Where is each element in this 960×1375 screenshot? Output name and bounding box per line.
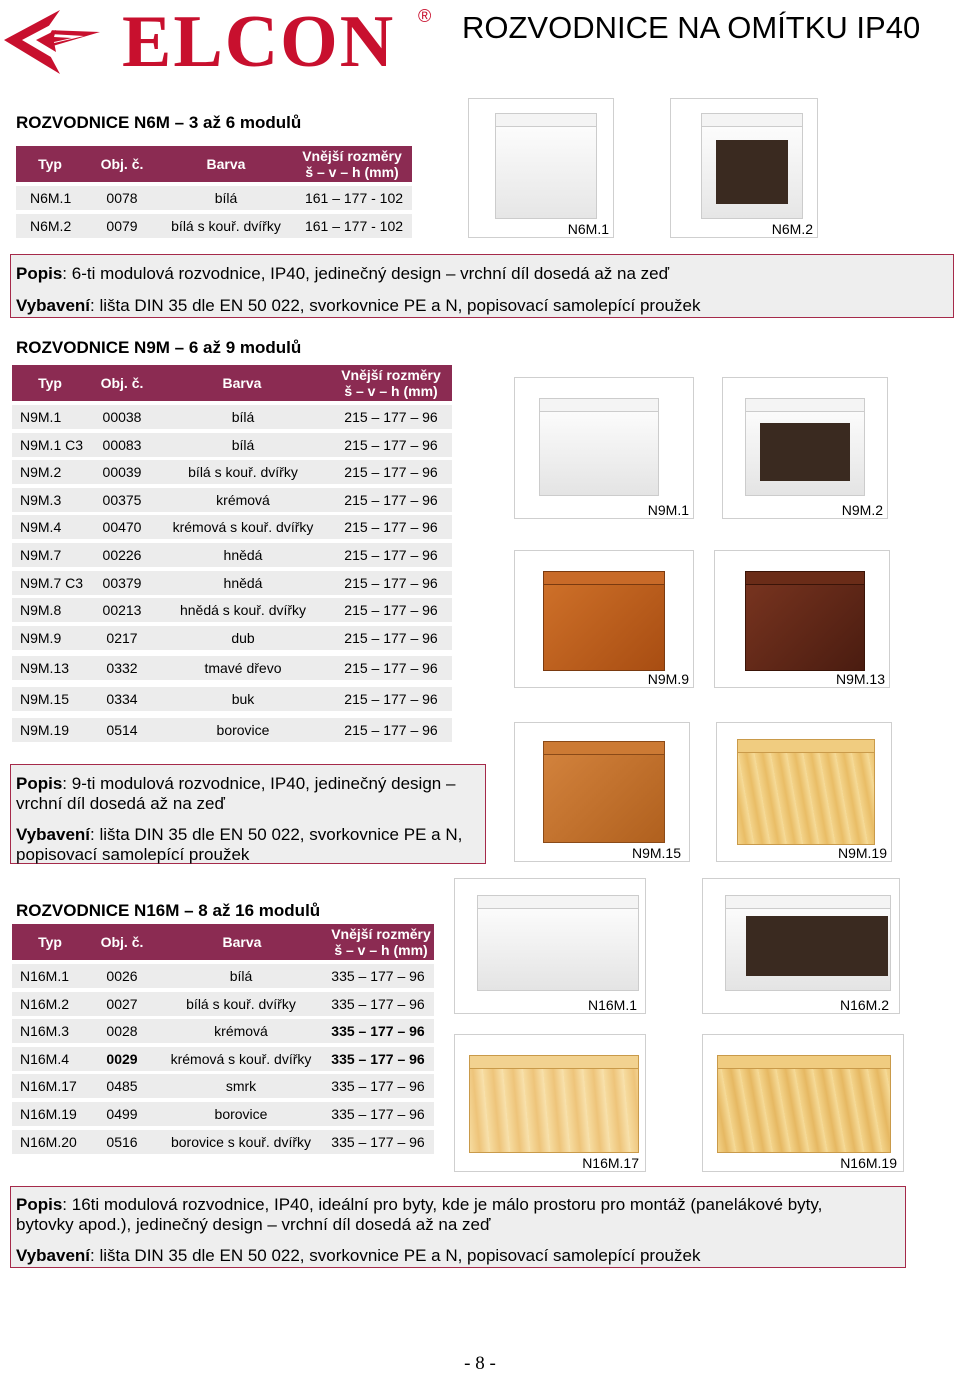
cell-typ: N6M.2 — [30, 218, 72, 234]
cell-obj: 00083 — [102, 437, 142, 453]
image-caption: N16M.17 — [582, 1155, 639, 1171]
table-row — [12, 460, 452, 484]
product-image-n16m-1 — [454, 878, 646, 1014]
table-row — [12, 515, 452, 539]
cell-barva: bílá s kouř. dvířky — [171, 218, 281, 234]
table-header — [12, 924, 434, 960]
table-row — [12, 718, 452, 742]
cell-barva: krémová s kouř. dvířky — [170, 1051, 312, 1067]
table-row — [16, 214, 412, 238]
product-image-n9m-13 — [714, 550, 890, 688]
col-rozmery-units: š – v – h (mm) — [334, 942, 428, 958]
table-header — [16, 146, 412, 182]
cell-barva: borovice — [216, 722, 270, 738]
image-caption: N16M.2 — [839, 997, 889, 1013]
cell-rozmery: 335 – 177 – 96 — [331, 1023, 425, 1039]
cell-obj: 0027 — [106, 996, 138, 1012]
cell-typ: N16M.19 — [20, 1106, 77, 1122]
cell-obj: 0026 — [106, 968, 138, 984]
cell-barva: borovice s kouř. dvířky — [170, 1134, 312, 1150]
enclosure-pine — [737, 739, 875, 845]
table-row — [12, 488, 452, 512]
table-row — [12, 433, 452, 457]
table-row — [12, 964, 434, 988]
image-caption: N6M.1 — [567, 221, 609, 237]
cell-barva: tmavé dřevo — [204, 660, 282, 676]
table-row — [12, 626, 452, 650]
smoked-door — [760, 423, 850, 481]
col-obj: Obj. č. — [100, 934, 144, 950]
table-row — [12, 1074, 434, 1098]
cell-obj: 0079 — [106, 218, 138, 234]
cell-rozmery: 335 – 177 – 96 — [331, 996, 425, 1012]
description-n6m — [10, 254, 954, 318]
col-obj: Obj. č. — [100, 375, 144, 391]
cell-rozmery: 215 – 177 – 96 — [344, 691, 438, 707]
col-rozmery: Vnější rozměry — [331, 926, 431, 942]
cell-rozmery: 335 – 177 – 96 — [331, 1078, 425, 1094]
enclosure-pine — [717, 1055, 891, 1153]
col-barva: Barva — [222, 934, 262, 950]
cell-typ: N9M.15 — [20, 691, 70, 707]
cell-obj: 00470 — [102, 519, 142, 535]
section-title-n16m: ROZVODNICE N16M – 8 až 16 modulů — [16, 901, 321, 920]
section-title-n6m: ROZVODNICE N6M – 3 až 6 modulů — [16, 113, 302, 132]
cell-typ: N9M.1 — [20, 409, 62, 425]
smoked-door — [716, 140, 788, 204]
description-n9m — [10, 764, 486, 864]
image-caption: N9M.2 — [841, 502, 883, 518]
elcon-emblem-icon — [0, 0, 120, 80]
product-image-n16m-17 — [454, 1034, 646, 1172]
popis-label: Popis — [16, 1195, 63, 1214]
cell-rozmery: 215 – 177 – 96 — [344, 547, 438, 563]
cell-typ: N9M.2 — [20, 464, 62, 480]
cell-typ: N9M.9 — [20, 630, 62, 646]
cell-typ: N9M.19 — [20, 722, 70, 738]
cell-typ: N9M.7 C3 — [20, 575, 84, 591]
table-row — [12, 992, 434, 1016]
cell-obj: 00226 — [102, 547, 142, 563]
image-caption: N9M.13 — [835, 671, 885, 687]
cell-typ: N9M.8 — [20, 602, 62, 618]
image-caption: N9M.9 — [647, 671, 689, 687]
cell-obj: 0078 — [106, 190, 138, 206]
popis-text: : 16ti modulová rozvodnice, IP40, ideální pro byty, kde je málo prostoru pro montáž (panelákové byty, — [62, 1195, 823, 1214]
cell-obj: 00038 — [102, 409, 142, 425]
cell-obj: 0499 — [106, 1106, 138, 1122]
cell-barva: krémová s kouř. dvířky — [172, 519, 314, 535]
table-row — [12, 405, 452, 429]
cell-barva: bílá — [231, 437, 255, 453]
image-caption: N9M.19 — [837, 845, 887, 861]
cell-rozmery: 215 – 177 – 96 — [344, 437, 438, 453]
cell-rozmery: 335 – 177 – 96 — [331, 1134, 425, 1150]
product-image-n9m-15 — [514, 722, 690, 862]
col-typ: Typ — [38, 375, 62, 391]
table-row — [12, 543, 452, 567]
image-caption: N9M.1 — [647, 502, 689, 518]
vybaveni-text: : lišta DIN 35 dle EN 50 022, svorkovnice PE a N, popisovací samolepící proužek — [90, 296, 701, 315]
cell-typ: N9M.7 — [20, 547, 62, 563]
product-image-n9m-2 — [722, 377, 888, 519]
section-title-n9m: ROZVODNICE N9M – 6 až 9 modulů — [16, 338, 302, 357]
vybaveni-label: Vybavení — [16, 825, 91, 844]
cell-barva: bílá — [229, 968, 253, 984]
col-obj: Obj. č. — [100, 156, 144, 172]
cell-barva: dub — [231, 630, 255, 646]
cell-typ: N6M.1 — [30, 190, 72, 206]
cell-typ: N9M.13 — [20, 660, 70, 676]
table-row — [12, 571, 452, 595]
cell-obj: 0028 — [106, 1023, 138, 1039]
vybaveni-text: popisovací samolepící proužek — [16, 845, 250, 864]
cell-barva: bílá — [231, 409, 255, 425]
image-caption: N16M.19 — [840, 1155, 897, 1171]
cell-rozmery: 161 – 177 - 102 — [304, 218, 404, 234]
col-rozmery-units: š – v – h (mm) — [305, 164, 399, 180]
image-caption: N16M.1 — [587, 997, 637, 1013]
enclosure-white — [539, 398, 659, 496]
cell-typ: N16M.17 — [20, 1078, 77, 1094]
cell-rozmery: 215 – 177 – 96 — [344, 492, 438, 508]
cell-obj: 0516 — [106, 1134, 138, 1150]
cell-obj: 00379 — [102, 575, 142, 591]
cell-typ: N9M.1 C3 — [20, 437, 84, 453]
popis-text: vrchní díl dosedá až na zeď — [16, 794, 225, 813]
cell-typ: N9M.3 — [20, 492, 62, 508]
table-n16m — [12, 924, 434, 1156]
cell-typ: N16M.4 — [20, 1051, 70, 1067]
elcon-logo — [0, 0, 440, 83]
cell-obj: 0485 — [106, 1078, 138, 1094]
table-row — [12, 656, 452, 680]
popis-label: Popis — [16, 264, 63, 283]
cell-typ: N16M.20 — [20, 1134, 77, 1150]
cell-typ: N16M.2 — [20, 996, 70, 1012]
cell-rozmery: 161 – 177 - 102 — [304, 190, 404, 206]
cell-barva: bílá s kouř. dvířky — [188, 464, 298, 480]
cell-rozmery: 215 – 177 – 96 — [344, 464, 438, 480]
enclosure-beech — [543, 741, 665, 843]
popis-text: bytovky apod.), jedinečný design – vrchní díl dosedá až na zeď — [16, 1215, 491, 1234]
cell-obj: 0514 — [106, 722, 138, 738]
cell-rozmery: 215 – 177 – 96 — [344, 575, 438, 591]
cell-barva: smrk — [225, 1078, 257, 1094]
cell-rozmery: 215 – 177 – 96 — [344, 722, 438, 738]
table-row — [16, 186, 412, 210]
enclosure-white — [477, 895, 639, 991]
cell-typ: N16M.3 — [20, 1023, 70, 1039]
col-rozmery: Vnější rozměry — [302, 148, 402, 164]
product-image-n6m-2 — [670, 98, 818, 238]
vybaveni-label: Vybavení — [16, 1246, 91, 1265]
cell-obj: 00039 — [102, 464, 142, 480]
enclosure-spruce — [469, 1055, 639, 1153]
enclosure-smoked-door — [725, 895, 891, 991]
cell-rozmery: 335 – 177 – 96 — [331, 968, 425, 984]
cell-barva: krémová — [216, 492, 270, 508]
cell-obj: 00375 — [102, 492, 142, 508]
cell-obj: 0334 — [106, 691, 138, 707]
description-n16m — [10, 1186, 906, 1268]
enclosure-smoked-door — [745, 398, 865, 496]
popis-text: : 9-ti modulová rozvodnice, IP40, jedinečný design – — [62, 774, 456, 793]
cell-typ: N9M.4 — [20, 519, 62, 535]
cell-rozmery: 335 – 177 – 96 — [331, 1106, 425, 1122]
col-barva: Barva — [206, 156, 246, 172]
table-n6m — [16, 146, 412, 242]
cell-typ: N16M.1 — [20, 968, 70, 984]
cell-obj: 00213 — [102, 602, 142, 618]
col-typ: Typ — [38, 934, 62, 950]
product-image-n6m-1 — [468, 98, 614, 238]
page-number: - 8 - — [464, 1353, 496, 1374]
enclosure-smoked-door — [701, 113, 803, 219]
table-n9m — [12, 365, 452, 745]
product-image-n9m-1 — [514, 377, 694, 519]
vybaveni-text: : lišta DIN 35 dle EN 50 022, svorkovnice PE a N, — [90, 825, 463, 844]
col-rozmery-units: š – v – h (mm) — [344, 383, 438, 399]
col-rozmery: Vnější rozměry — [341, 367, 441, 383]
table-row — [12, 1047, 434, 1071]
enclosure-dark-wood — [745, 571, 865, 671]
logo-text: ELCON — [122, 1, 396, 83]
cell-barva: bílá — [214, 190, 238, 206]
cell-obj: 0332 — [106, 660, 138, 676]
image-caption: N6M.2 — [771, 221, 813, 237]
product-image-n9m-9 — [514, 550, 694, 688]
cell-barva: krémová — [214, 1023, 268, 1039]
cell-barva: hnědá s kouř. dvířky — [179, 602, 307, 618]
vybaveni-text: : lišta DIN 35 dle EN 50 022, svorkovnice PE a N, popisovací samolepící proužek — [90, 1246, 701, 1265]
vybaveni-label: Vybavení — [16, 296, 91, 315]
col-typ: Typ — [38, 156, 62, 172]
cell-barva: hnědá — [223, 547, 263, 563]
cell-rozmery: 215 – 177 – 96 — [344, 602, 438, 618]
page-title: ROZVODNICE NA OMÍTKU IP40 — [462, 10, 921, 45]
registered-mark: ® — [418, 6, 432, 26]
cell-obj: 0029 — [106, 1051, 138, 1067]
cell-rozmery: 215 – 177 – 96 — [344, 409, 438, 425]
product-image-n16m-19 — [702, 1034, 904, 1172]
cell-barva: buk — [231, 691, 255, 707]
popis-text: : 6-ti modulová rozvodnice, IP40, jedinečný design – vrchní díl dosedá až na zeď — [62, 264, 670, 283]
table-header — [12, 365, 452, 401]
cell-rozmery: 215 – 177 – 96 — [344, 519, 438, 535]
cell-barva: borovice — [214, 1106, 268, 1122]
enclosure-white — [495, 113, 597, 219]
image-caption: N9M.15 — [631, 845, 681, 861]
product-image-n9m-19 — [716, 722, 892, 862]
cell-rozmery: 215 – 177 – 96 — [344, 660, 438, 676]
cell-rozmery: 335 – 177 – 96 — [331, 1051, 425, 1067]
cell-obj: 0217 — [106, 630, 138, 646]
cell-rozmery: 215 – 177 – 96 — [344, 630, 438, 646]
table-row — [12, 598, 452, 622]
cell-barva: hnědá — [223, 575, 263, 591]
product-image-n16m-2 — [702, 878, 900, 1014]
table-row — [12, 1019, 434, 1043]
table-row — [12, 1130, 434, 1154]
table-row — [12, 687, 452, 711]
table-row — [12, 1102, 434, 1126]
popis-label: Popis — [16, 774, 63, 793]
smoked-door — [746, 916, 888, 976]
col-barva: Barva — [222, 375, 262, 391]
cell-barva: bílá s kouř. dvířky — [186, 996, 296, 1012]
enclosure-oak — [543, 571, 665, 671]
